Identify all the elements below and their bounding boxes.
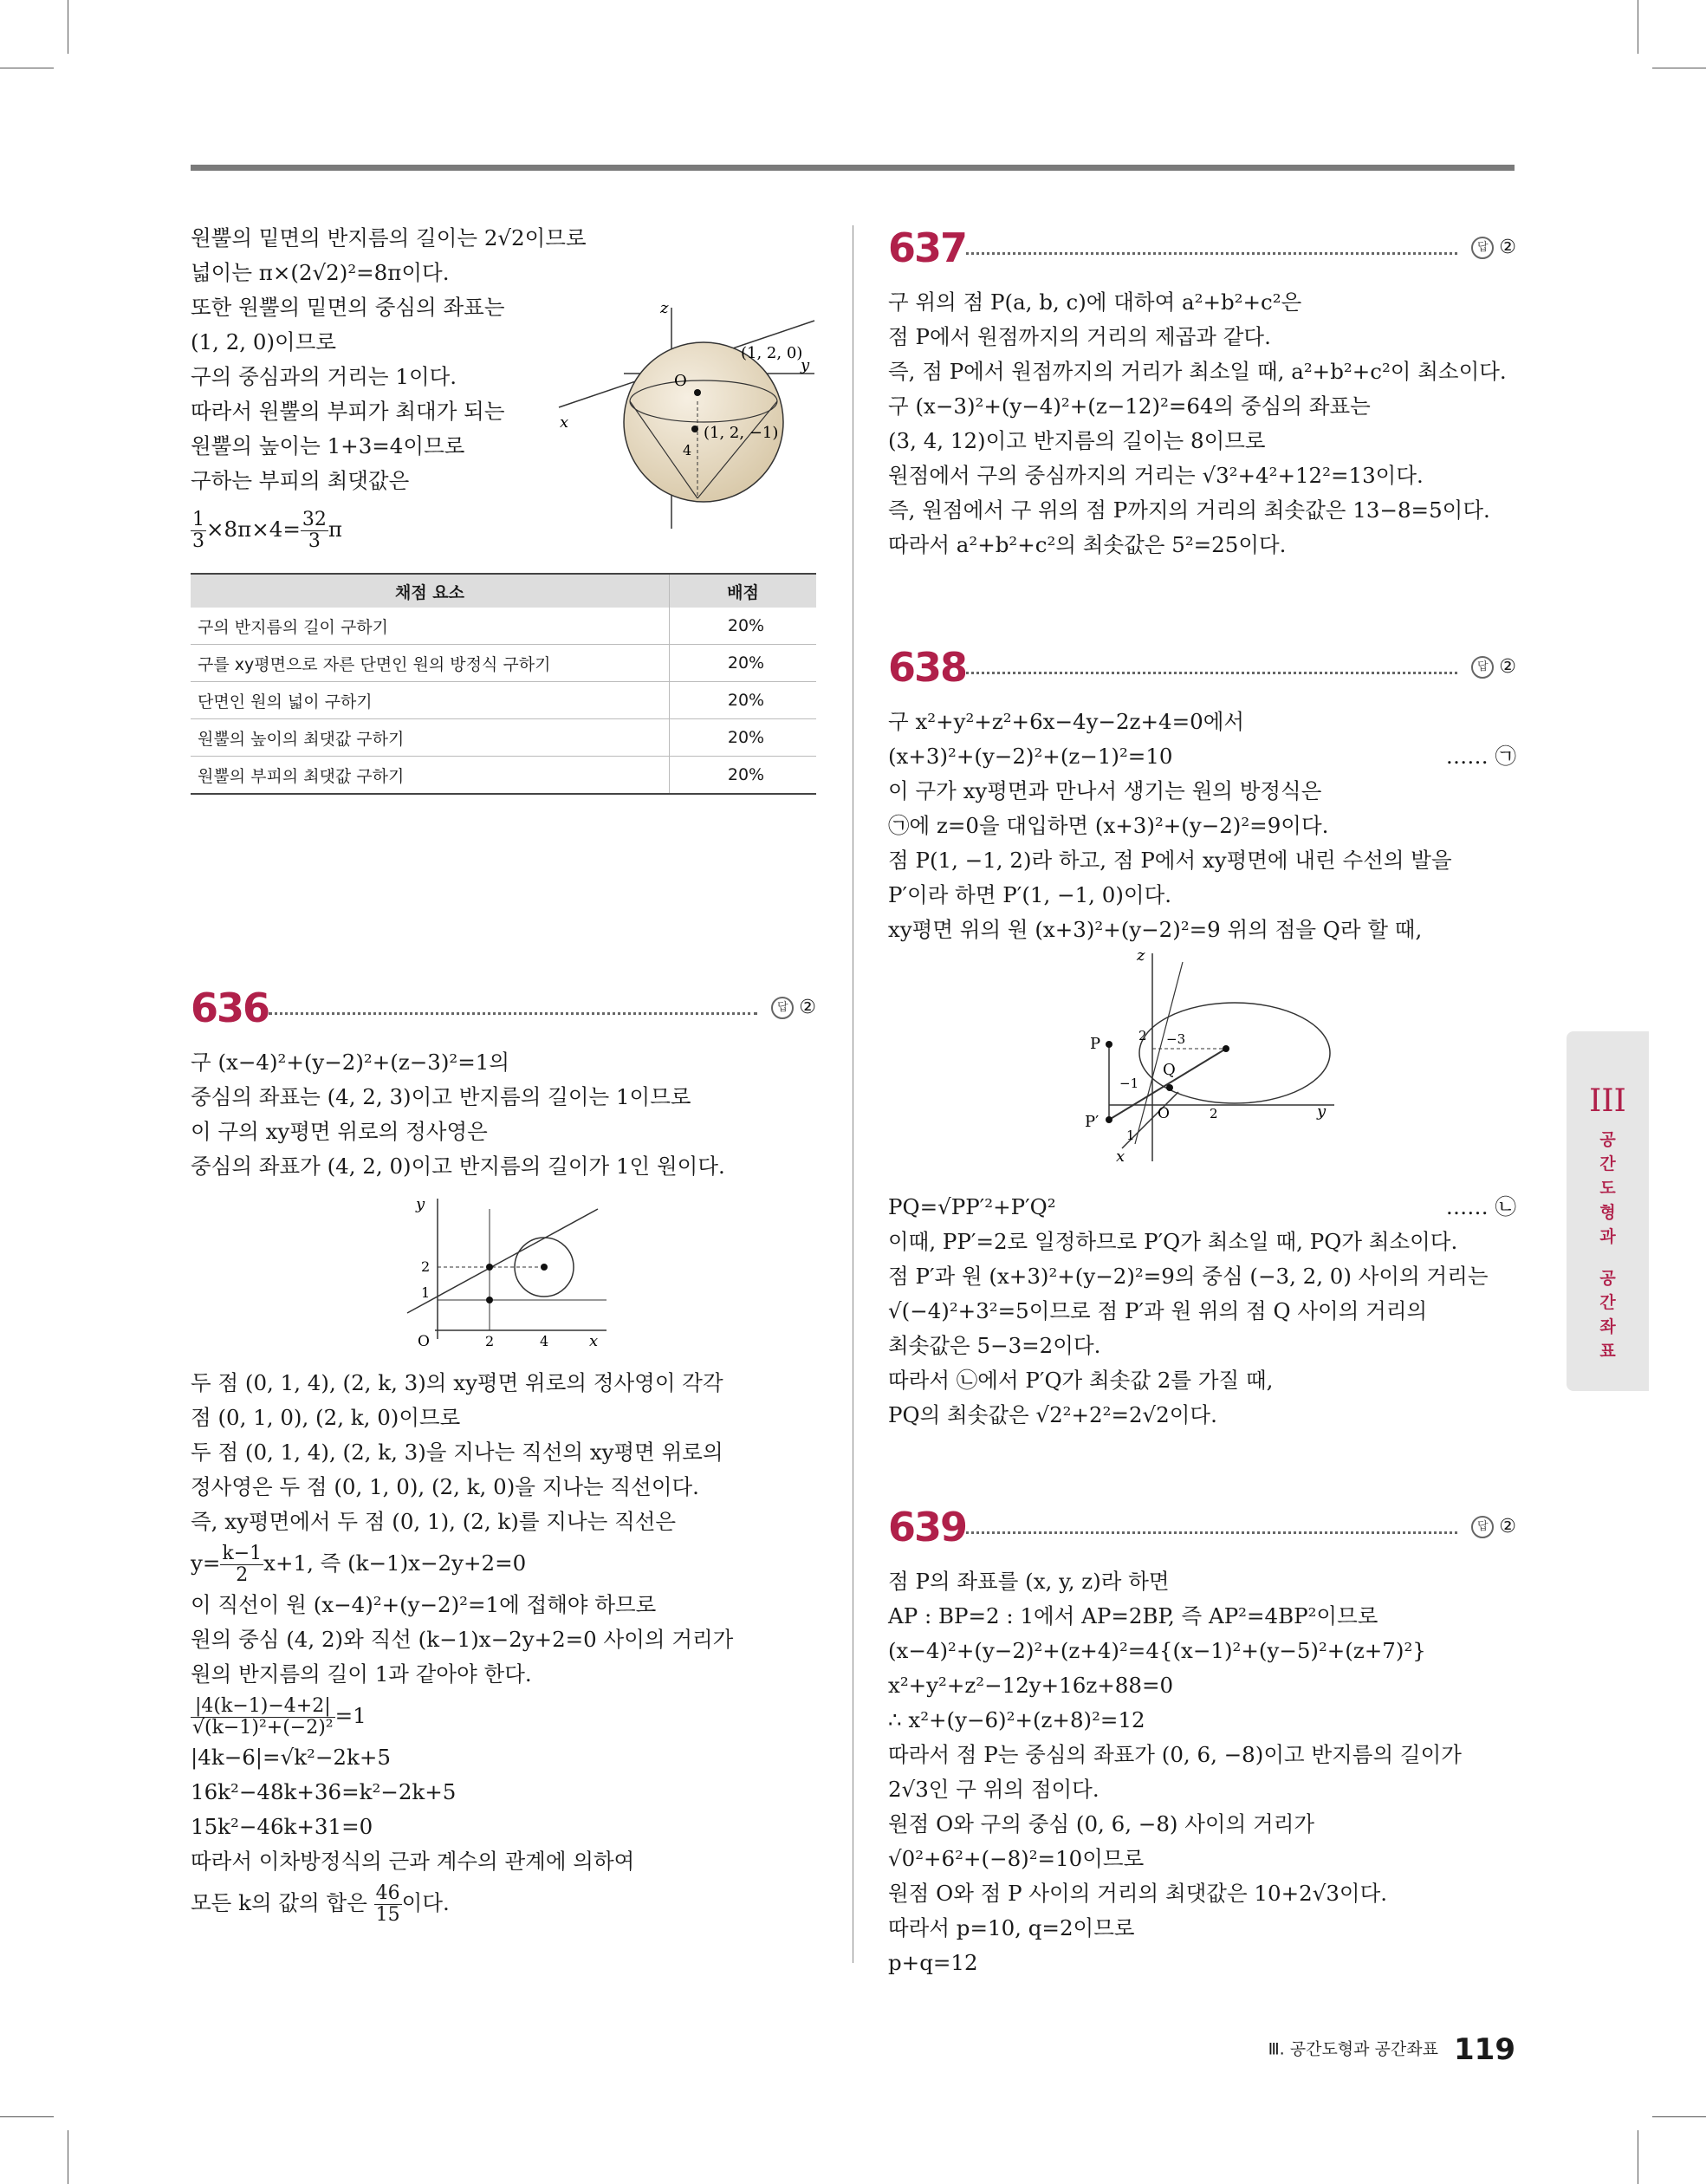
text-line: xy평면 위의 원 (x+3)²+(y−2)²=9 위의 점을 Q라 할 때,: [888, 917, 1423, 942]
tick-label: 4: [540, 1333, 549, 1348]
point-label-p: P: [1090, 1035, 1101, 1053]
origin-label: O: [418, 1333, 430, 1348]
text-line: 구 (x−4)²+(y−2)²+(z−3)²=1의: [191, 1050, 510, 1075]
table-cell: 구의 반지름의 길이 구하기: [191, 608, 670, 645]
text-line: ㉠에 z=0을 대입하면 (x+3)²+(y−2)²=9이다.: [888, 813, 1329, 838]
text-line: 원뿔의 높이는 1+3=4이므로: [191, 433, 465, 458]
axis-label-x: x: [1116, 1147, 1125, 1166]
text-line: 따라서 점 P는 중심의 좌표가 (0, 6, −8)이고 반지름의 길이가: [888, 1742, 1462, 1767]
origin-label: O: [674, 372, 687, 390]
axis-label-y: y: [416, 1195, 425, 1213]
text-line: 원뿔의 밑면의 반지름의 길이는 2√2이므로: [191, 225, 587, 250]
axis-label-y: y: [1317, 1102, 1327, 1121]
text-line: 따라서 ㉡에서 P′Q가 최솟값 2를 가질 때,: [888, 1368, 1274, 1393]
text-line: 정사영은 두 점 (0, 1, 0), (2, k, 0)을 지나는 직선이다.: [191, 1474, 699, 1499]
point-label: (1, 2, −1): [704, 424, 779, 442]
text-line: 구 (x−3)²+(y−4)²+(z−12)²=64의 중심의 좌표는: [888, 393, 1371, 419]
table-row: [191, 757, 816, 795]
table-row: [191, 682, 816, 719]
section-header: [191, 981, 816, 1035]
axis-label-x: x: [560, 413, 569, 432]
text-line: 구 x²+y²+z²+6x−4y−2z+4=0에서: [888, 709, 1245, 734]
point-label-q: Q: [1163, 1061, 1176, 1079]
text-line: 이 구가 xy평면과 만나서 생기는 원의 방정식은: [888, 778, 1322, 803]
axis-label-y: y: [801, 356, 810, 374]
point-circle-figure: [1083, 945, 1343, 1170]
text-line: 15k²−46k+31=0: [191, 1814, 373, 1839]
table-row: [191, 608, 816, 645]
text-line: 이 직선이 원 (x−4)²+(y−2)²=1에 접해야 하므로: [191, 1592, 657, 1617]
tick-label: 1: [1126, 1128, 1135, 1143]
tick-label: 2: [1210, 1106, 1218, 1121]
problem-number: 638: [888, 644, 967, 691]
text-line: 두 점 (0, 1, 4), (2, k, 3)을 지나는 직선의 xy평면 위로의: [191, 1440, 723, 1465]
text-line: 점 P의 좌표를 (x, y, z)라 하면: [888, 1569, 1170, 1594]
text-line: √(−4)²+3²=5이므로 점 P′과 원 위의 점 Q 사이의 거리의: [888, 1298, 1428, 1323]
circle-tangent-figure: [399, 1192, 624, 1348]
text-line: 즉, 점 P에서 원점까지의 거리가 최소일 때, a²+b²+c²이 최소이다.: [888, 359, 1507, 384]
axis-label-z: z: [660, 299, 669, 317]
text-line: 중심의 좌표는 (4, 2, 3)이고 반지름의 길이는 1이므로: [191, 1084, 691, 1109]
text-line: 또한 원뿔의 밑면의 중심의 좌표는: [191, 295, 505, 320]
text-line: p+q=12: [888, 1950, 978, 1975]
text-line: x²+y²+z²−12y+16z+88=0: [888, 1673, 1174, 1698]
fraction: $\frac{k-1}{2}$: [222, 1543, 263, 1586]
text-line: P′이라 하면 P′(1, −1, 0)이다.: [888, 882, 1172, 907]
section-header: [888, 640, 1516, 694]
text-line: PQ=√PP′²+P′Q² …… ㉡: [888, 1190, 1516, 1225]
table-cell: 20%: [670, 757, 817, 795]
axis-label-z: z: [1137, 946, 1145, 965]
fraction: $\frac{1}{3}$: [192, 509, 204, 552]
text-line: (x+3)²+(y−2)²+(z−1)²=10 …… ㉠: [888, 739, 1516, 774]
table-cell: 구를 xy평면으로 자른 단면인 원의 방정식 구하기: [191, 645, 670, 682]
volume-expression: $\frac{1}{3}$ ×8π×4= $\frac{32}{3}$ π: [192, 509, 342, 552]
problem-number: 637: [888, 224, 967, 271]
text-line: 이 구의 xy평면 위로의 정사영은: [191, 1119, 488, 1144]
chapter-vertical-title: 공 간 도 형 과 공 간 좌 표: [1599, 1130, 1616, 1361]
distance-equation: $\frac{|4(k-1)-4+2|}{\text{√(k−1)²+(−2)²}}$ =1: [192, 1695, 366, 1739]
leader-dots: [966, 1531, 1457, 1534]
tick-label: −1: [1119, 1076, 1139, 1091]
text-line: √0²+6²+(−8)²=10이므로: [888, 1846, 1145, 1871]
equation-marker: …… ㉡: [1445, 1194, 1516, 1219]
text-line: 따라서 원뿔의 부피가 최대가 되는: [191, 399, 505, 424]
problem-number: 639: [888, 1504, 967, 1550]
sphere-cone-figure: [555, 299, 823, 533]
answer-label: 답 ②: [1471, 1516, 1516, 1538]
origin-label: O: [1158, 1105, 1170, 1122]
text-line: 구하는 부피의 최댓값은: [191, 468, 410, 493]
table-cell: 원뿔의 높이의 최댓값 구하기: [191, 719, 670, 757]
tick-label: 1: [421, 1284, 431, 1301]
text-line: 구의 중심과의 거리는 1이다.: [191, 364, 457, 389]
text-line: 이때, PP′=2로 일정하므로 P′Q가 최소일 때, PQ가 최소이다.: [888, 1229, 1458, 1254]
page-footer: [1268, 2032, 1515, 2067]
scoring-table: [191, 573, 816, 795]
text-line: 원의 중심 (4, 2)와 직선 (k−1)x−2y+2=0 사이의 거리가: [191, 1627, 734, 1652]
table-cell: 20%: [670, 645, 817, 682]
equation-marker: …… ㉠: [1445, 744, 1516, 769]
answer-icon: 답: [771, 997, 794, 1019]
text-line: ∴ x²+(y−6)²+(z+8)²=12: [888, 1707, 1145, 1732]
axis-label-x: x: [589, 1332, 599, 1348]
text-line: AP : BP=2 : 1에서 AP=2BP, 즉 AP²=4BP²이므로: [888, 1603, 1378, 1628]
section-header: [888, 1500, 1516, 1554]
text-line: 16k²−48k+36=k²−2k+5: [191, 1779, 457, 1804]
text-line: 원의 반지름의 길이 1과 같아야 한다.: [191, 1661, 532, 1687]
problem-637: [888, 221, 1516, 562]
fraction: $\frac{46}{15}$: [375, 1882, 400, 1926]
answer-label: 답 ②: [1471, 656, 1516, 679]
text-line: (3, 4, 12)이고 반지름의 길이는 8이므로: [888, 428, 1266, 453]
text-line: 즉, 원점에서 구 위의 점 P까지의 거리의 최솟값은 13−8=5이다.: [888, 497, 1490, 523]
chapter-side-tab: [1567, 1031, 1649, 1391]
table-header: 배점: [670, 574, 817, 608]
problem-639: [888, 1500, 1516, 1980]
text-line: 따라서 이차방정식의 근과 계수의 관계에 의하여: [191, 1849, 635, 1874]
answer-label: 답 ②: [771, 997, 816, 1019]
answer-icon: 답: [1471, 656, 1494, 679]
tick-label: 2: [1138, 1028, 1147, 1043]
crop-mark: [1652, 2116, 1706, 2117]
table-cell: 20%: [670, 719, 817, 757]
leader-dots: [966, 672, 1457, 674]
fraction: $\frac{32}{3}$: [302, 509, 327, 552]
table-cell: 20%: [670, 608, 817, 645]
problem-number: 636: [191, 985, 269, 1031]
text-line: 최솟값은 5−3=2이다.: [888, 1333, 1101, 1358]
answer-label: 답 ②: [1471, 237, 1516, 259]
answer-icon: 답: [1471, 1516, 1494, 1538]
chapter-roman-numeral: III: [1589, 1083, 1626, 1119]
crop-mark: [0, 2116, 54, 2117]
tick-label: 2: [485, 1333, 495, 1348]
table-cell: 원뿔의 부피의 최댓값 구하기: [191, 757, 670, 795]
text-line: |4k−6|=√k²−2k+5: [191, 1745, 391, 1770]
text-line: 따라서 p=10, q=2이므로: [888, 1915, 1135, 1940]
section-header: [888, 221, 1516, 275]
leader-dots: [966, 252, 1457, 255]
problem-636: [191, 981, 816, 1927]
header-rule: [191, 165, 1515, 171]
text-line: 두 점 (0, 1, 4), (2, k, 3)의 xy평면 위로의 정사영이 각각: [191, 1370, 723, 1395]
text-line: 원점 O와 구의 중심 (0, 6, −8) 사이의 거리가: [888, 1811, 1315, 1836]
text-line: 원점에서 구의 중심까지의 거리는 √3²+4²+12²=13이다.: [888, 463, 1424, 488]
final-answer-line: 모든 k의 값의 합은 $\frac{46}{15}$ 이다.: [191, 1882, 450, 1926]
text-line: 점 P에서 원점까지의 거리의 제곱과 같다.: [888, 324, 1271, 349]
text-line: 넓이는 π×(2√2)²=8π이다.: [191, 260, 450, 285]
line-equation: y= $\frac{k-1}{2}$ x+1, 즉 (k−1)x−2y+2=0: [191, 1543, 527, 1586]
text-line: 점 (0, 1, 0), (2, k, 0)이므로: [191, 1405, 461, 1430]
text-line: 즉, xy평면에서 두 점 (0, 1), (2, k)를 지나는 직선은: [191, 1509, 677, 1534]
table-row: [191, 645, 816, 682]
leader-dots: [269, 1012, 757, 1015]
text-line: 2√3인 구 위의 점이다.: [888, 1777, 1099, 1802]
text-line: 중심의 좌표가 (4, 2, 0)이고 반지름의 길이가 1인 원이다.: [191, 1154, 725, 1179]
point-label: (1, 2, 0): [741, 344, 803, 362]
text-line: (x−4)²+(y−2)²+(z+4)²=4{(x−1)²+(y−5)²+(z+7)²}: [888, 1638, 1426, 1663]
text-line: 원점 O와 점 P 사이의 거리의 최댓값은 10+2√3이다.: [888, 1881, 1388, 1906]
fraction: $\frac{|4(k-1)-4+2|}{\text{√(k−1)²+(−2)²}}$: [192, 1695, 334, 1739]
table-cell: 단면인 원의 넓이 구하기: [191, 682, 670, 719]
text-line: (1, 2, 0)이므로: [191, 329, 337, 354]
text-line: 따라서 a²+b²+c²의 최솟값은 5²=25이다.: [888, 532, 1287, 557]
point-label-p-prime: P′: [1085, 1113, 1099, 1131]
text-line: 점 P(1, −1, 2)라 하고, 점 P에서 xy평면에 내린 수선의 발을: [888, 848, 1452, 873]
table-cell: 20%: [670, 682, 817, 719]
table-header: 채점 요소: [191, 574, 670, 608]
chapter-footer-label: Ⅲ. 공간도형과 공간좌표: [1268, 2039, 1438, 2059]
text-line: PQ의 최솟값은 √2²+2²=2√2이다.: [888, 1402, 1217, 1427]
table-row: [191, 719, 816, 757]
tick-label: −3: [1166, 1031, 1186, 1047]
page-number: 119: [1454, 2032, 1515, 2067]
answer-icon: 답: [1471, 237, 1494, 259]
text-line: 구 위의 점 P(a, b, c)에 대하여 a²+b²+c²은: [888, 289, 1302, 315]
text-line: 점 P′과 원 (x+3)²+(y−2)²=9의 중심 (−3, 2, 0) 사이의 거리는: [888, 1264, 1489, 1289]
height-label: 4: [683, 442, 692, 458]
tick-label: 2: [421, 1258, 431, 1275]
